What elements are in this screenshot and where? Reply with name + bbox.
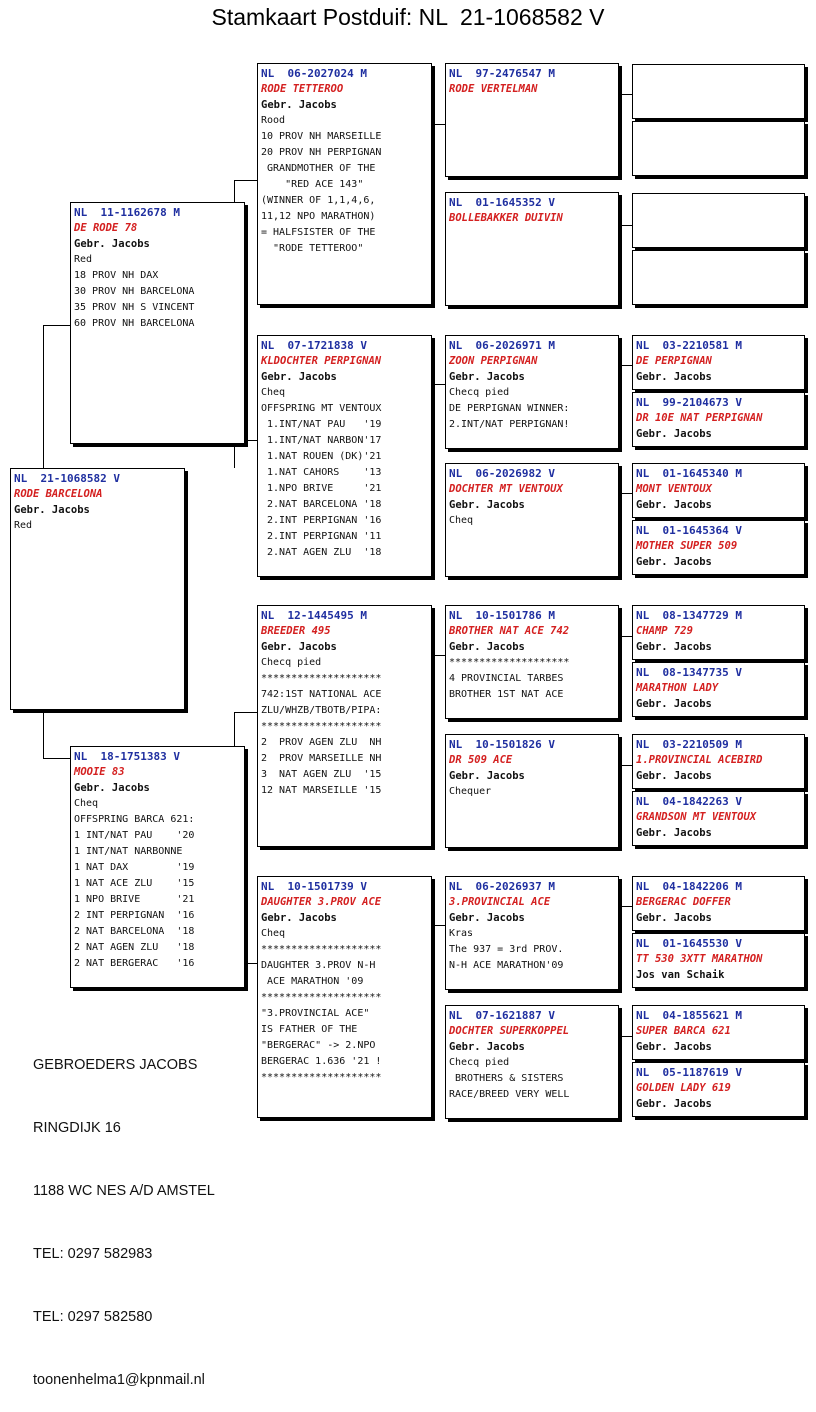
pigeon-name: MARATHON LADY [636, 682, 719, 694]
pigeon-name: DR 10E NAT PERPIGNAN [636, 412, 763, 424]
ring-number: NL 06-2026982 V [449, 467, 555, 480]
contact-name: GEBROEDERS JACOBS [33, 1057, 198, 1073]
connector [619, 906, 632, 907]
detail-line: BROTHERS & SISTERS [449, 1073, 564, 1084]
breeder: Gebr. Jacobs [636, 770, 712, 782]
detail-line: 4 PROVINCIAL TARBES [449, 673, 564, 684]
detail-line: 11,12 NPO MARATHON) [261, 211, 376, 222]
breeder: Gebr. Jacobs [449, 641, 525, 653]
pigeon-card-g2[interactable] [632, 121, 805, 176]
detail-line: "RODE TETTEROO" [261, 243, 364, 254]
pigeon-card-sss[interactable] [445, 63, 619, 177]
detail-line: IS FATHER OF THE [261, 1024, 358, 1035]
breeder: Jos van Schaik [636, 969, 725, 981]
connector [234, 440, 235, 468]
detail-line: "BERGERAC" -> 2.NPO [261, 1040, 376, 1051]
contact-email[interactable]: toonenhelma1@kpnmail.nl [33, 1372, 205, 1388]
detail-line: 1.INT/NAT PAU '19 [261, 419, 382, 430]
pigeon-name: MOTHER SUPER 509 [636, 540, 738, 552]
detail-line: (WINNER OF 1,1,4,6, [261, 195, 376, 206]
pigeon-name: MONT VENTOUX [636, 483, 712, 495]
ring-number: NL 01-1645340 M [636, 467, 742, 480]
detail-line: The 937 = 3rd PROV. [449, 944, 564, 955]
connector [619, 1036, 632, 1037]
detail-line: Cheq [261, 928, 286, 939]
ring-number: NL 01-1645530 V [636, 937, 742, 950]
detail-line: N-H ACE MARATHON'09 [449, 960, 564, 971]
detail-line: RACE/BREED VERY WELL [449, 1089, 570, 1100]
detail-line: 2.INT PERPIGNAN '16 [261, 515, 382, 526]
ring-number: NL 10-1501826 V [449, 738, 555, 751]
breeder: Gebr. Jacobs [636, 698, 712, 710]
pigeon-card-g13[interactable] [632, 876, 805, 931]
pigeon-name: 3.PROVINCIAL ACE [449, 896, 551, 908]
detail-line: BROTHER 1ST NAT ACE [449, 689, 564, 700]
ring-number: NL 03-2210581 M [636, 339, 742, 352]
breeder: Gebr. Jacobs [449, 499, 525, 511]
pigeon-name: 1.PROVINCIAL ACEBIRD [636, 754, 763, 766]
detail-line: DAUGHTER 3.PROV N-H [261, 960, 376, 971]
connector [234, 712, 235, 747]
connector [619, 765, 620, 792]
connector [619, 1036, 620, 1062]
detail-line: "3.PROVINCIAL ACE" [261, 1008, 370, 1019]
connector [619, 493, 632, 494]
contact-phone-1: TEL: 0297 582983 [33, 1246, 153, 1262]
contact-city: 1188 WC NES A/D AMSTEL [33, 1183, 215, 1199]
detail-line: 2.NAT BARCELONA '18 [261, 499, 382, 510]
detail-line: Rood [261, 115, 286, 126]
ring-number: NL 97-2476547 M [449, 67, 555, 80]
breeder: Gebr. Jacobs [74, 782, 150, 794]
breeder-contact [33, 1013, 215, 1412]
detail-line: Cheq [261, 387, 286, 398]
detail-line: Checq pied [449, 387, 510, 398]
breeder: Gebr. Jacobs [14, 504, 90, 516]
pigeon-card-g7[interactable] [632, 463, 805, 518]
pigeon-name: DE RODE 78 [74, 222, 138, 234]
detail-line: = HALFSISTER OF THE [261, 227, 376, 238]
detail-line: Checq pied [449, 1057, 510, 1068]
pigeon-name: GOLDEN LADY 619 [636, 1082, 731, 1094]
detail-line: 1 NAT DAX '19 [74, 862, 195, 873]
connector [43, 710, 44, 758]
detail-line: 2 NAT BERGERAC '16 [74, 958, 195, 969]
breeder: Gebr. Jacobs [636, 556, 712, 568]
detail-line: ******************** [449, 657, 570, 668]
connector [619, 636, 632, 637]
ring-number: NL 10-1501739 V [261, 880, 367, 893]
breeder: Gebr. Jacobs [449, 912, 525, 924]
detail-line: ACE MARATHON '09 [261, 976, 364, 987]
detail-line: 2.INT/NAT PERPIGNAN! [449, 419, 570, 430]
pigeon-card-g9[interactable] [632, 605, 805, 660]
breeder: Gebr. Jacobs [636, 1041, 712, 1053]
detail-line: ******************** [261, 673, 382, 684]
ring-number: NL 18-1751383 V [74, 750, 180, 763]
connector [234, 712, 258, 713]
breeder: Gebr. Jacobs [261, 641, 337, 653]
pigeon-name: DR 509 ACE [449, 754, 513, 766]
pigeon-card-g4[interactable] [632, 250, 805, 305]
ring-number: NL 08-1347735 V [636, 666, 742, 679]
detail-line: 2 INT PERPIGNAN '16 [74, 910, 195, 921]
ring-number: NL 21-1068582 V [14, 472, 120, 485]
ring-number: NL 03-2210509 M [636, 738, 742, 751]
detail-line: ******************** [261, 1072, 382, 1083]
pigeon-card-g16[interactable] [632, 1062, 805, 1117]
pigeon-card-ssd[interactable] [445, 192, 619, 306]
connector [432, 925, 433, 1003]
detail-line: Cheq [74, 798, 99, 809]
pigeon-card-dds[interactable] [445, 876, 619, 990]
detail-line: 2 PROV MARSEILLE NH [261, 753, 382, 764]
detail-line: ******************** [261, 944, 382, 955]
connector [432, 384, 445, 385]
pigeon-card-sds[interactable] [445, 335, 619, 449]
connector [619, 365, 632, 366]
pigeon-card-sire[interactable] [70, 202, 245, 444]
connector [432, 655, 445, 656]
detail-line: 2.INT PERPIGNAN '11 [261, 531, 382, 542]
detail-line: Chequer [449, 786, 492, 797]
pigeon-name: BROTHER NAT ACE 742 [449, 625, 570, 637]
ring-number: NL 06-2027024 M [261, 67, 367, 80]
detail-line: ******************** [261, 992, 382, 1003]
pigeon-name: TT 530 3XTT MARATHON [636, 953, 763, 965]
detail-line: 1 INT/NAT PAU '20 [74, 830, 195, 841]
breeder: Gebr. Jacobs [449, 770, 525, 782]
detail-line: Kras [449, 928, 474, 939]
connector [619, 94, 620, 120]
detail-line: 60 PROV NH BARCELONA [74, 318, 195, 329]
breeder: Gebr. Jacobs [636, 827, 712, 839]
detail-line: 35 PROV NH S VINCENT [74, 302, 195, 313]
detail-line: DE PERPIGNAN WINNER: [449, 403, 570, 414]
connector [432, 384, 433, 462]
detail-line: 30 PROV NH BARCELONA [74, 286, 195, 297]
pigeon-name: RODE BARCELONA [14, 488, 103, 500]
pigeon-card-ddd[interactable] [445, 1005, 619, 1119]
detail-line: 1 NPO BRIVE '21 [74, 894, 195, 905]
ring-number: NL 01-1645352 V [449, 196, 555, 209]
detail-line: 1.NAT ROUEN (DK)'21 [261, 451, 382, 462]
breeder: Gebr. Jacobs [74, 238, 150, 250]
pigeon-card-g3[interactable] [632, 193, 805, 248]
detail-line: 3 NAT AGEN ZLU '15 [261, 769, 382, 780]
ring-number: NL 08-1347729 M [636, 609, 742, 622]
detail-line: Checq pied [261, 657, 322, 668]
pigeon-card-dss[interactable] [445, 605, 619, 719]
page-title: Stamkaart Postduif: NL 21-1068582 V [211, 4, 605, 30]
detail-line: 1.NAT CAHORS '13 [261, 467, 382, 478]
detail-line: OFFSPRING MT VENTOUX [261, 403, 382, 414]
breeder: Gebr. Jacobs [449, 371, 525, 383]
pigeon-name: KLDOCHTER PERPIGNAN [261, 355, 382, 367]
pigeon-card-dam-dam[interactable] [257, 876, 432, 1118]
connector [43, 758, 71, 759]
pigeon-card-g11[interactable] [632, 734, 805, 789]
pigeon-name: MOOIE 83 [74, 766, 125, 778]
detail-line: 10 PROV NH MARSEILLE [261, 131, 382, 142]
connector [43, 325, 44, 470]
pigeon-name: DOCHTER SUPERKOPPEL [449, 1025, 570, 1037]
detail-line: 18 PROV NH DAX [74, 270, 159, 281]
ring-number: NL 04-1855621 M [636, 1009, 742, 1022]
detail-line: Red [74, 254, 93, 265]
pigeon-card-g10[interactable] [632, 662, 805, 717]
detail-line: GRANDMOTHER OF THE [261, 163, 376, 174]
breeder: Gebr. Jacobs [636, 1098, 712, 1110]
detail-line: ZLU/WHZB/TBOTB/PIPA: [261, 705, 382, 716]
detail-line: ******************** [261, 721, 382, 732]
connector [432, 655, 433, 733]
detail-line: 2.NAT AGEN ZLU '18 [261, 547, 382, 558]
pigeon-name: CHAMP 729 [636, 625, 693, 637]
connector [234, 180, 258, 181]
breeder: Gebr. Jacobs [261, 371, 337, 383]
ring-number: NL 01-1645364 V [636, 524, 742, 537]
pigeon-name: ZOON PERPIGNAN [449, 355, 538, 367]
ring-number: NL 07-1721838 V [261, 339, 367, 352]
pigeon-card-g15[interactable] [632, 1005, 805, 1060]
pigeon-card-g12[interactable] [632, 791, 805, 846]
detail-line: 1.INT/NAT NARBON'17 [261, 435, 382, 446]
ring-number: NL 04-1842263 V [636, 795, 742, 808]
connector [619, 636, 620, 662]
breeder: Gebr. Jacobs [636, 371, 712, 383]
detail-line: 1 INT/NAT NARBONNE [74, 846, 183, 857]
detail-line: 12 NAT MARSEILLE '15 [261, 785, 382, 796]
detail-line: 2 NAT BARCELONA '18 [74, 926, 195, 937]
pigeon-name: RODE TETTEROO [261, 83, 344, 95]
detail-line: 742:1ST NATIONAL ACE [261, 689, 382, 700]
pigeon-card-g14[interactable] [632, 933, 805, 988]
ring-number: NL 05-1187619 V [636, 1066, 742, 1079]
pigeon-name: DE PERPIGNAN [636, 355, 712, 367]
detail-line: Cheq [449, 515, 474, 526]
detail-line: Red [14, 520, 33, 531]
breeder: Gebr. Jacobs [449, 1041, 525, 1053]
pigeon-card-sire-dam[interactable] [257, 335, 432, 577]
detail-line: 1 NAT ACE ZLU '15 [74, 878, 195, 889]
pigeon-name: SUPER BARCA 621 [636, 1025, 731, 1037]
connector [619, 906, 620, 933]
detail-line: 20 PROV NH PERPIGNAN [261, 147, 382, 158]
detail-line: OFFSPRING BARCA 621: [74, 814, 195, 825]
connector [432, 925, 445, 926]
detail-line: 1.NPO BRIVE '21 [261, 483, 382, 494]
ring-number: NL 11-1162678 M [74, 206, 180, 219]
pigeon-card-subject[interactable] [10, 468, 185, 710]
pigeon-card-dam[interactable] [70, 746, 245, 988]
detail-line: 2 NAT AGEN ZLU '18 [74, 942, 195, 953]
ring-number: NL 10-1501786 M [449, 609, 555, 622]
detail-line: 2 PROV AGEN ZLU NH [261, 737, 382, 748]
pigeon-card-sire-sire[interactable] [257, 63, 432, 305]
breeder: Gebr. Jacobs [636, 499, 712, 511]
breeder: Gebr. Jacobs [636, 428, 712, 440]
ring-number: NL 06-2026971 M [449, 339, 555, 352]
connector [619, 365, 620, 392]
detail-line: "RED ACE 143" [261, 179, 364, 190]
connector [43, 325, 71, 326]
connector [619, 94, 632, 95]
pigeon-card-g8[interactable] [632, 520, 805, 575]
contact-street: RINGDIJK 16 [33, 1120, 121, 1136]
pigeon-name: BREEDER 495 [261, 625, 331, 637]
connector [619, 493, 620, 521]
pigeon-name: GRANDSON MT VENTOUX [636, 811, 757, 823]
connector [619, 765, 632, 766]
ring-number: NL 04-1842206 M [636, 880, 742, 893]
breeder: Gebr. Jacobs [261, 99, 337, 111]
pigeon-card-dsd[interactable] [445, 734, 619, 848]
detail-line: BERGERAC 1.636 '21 ! [261, 1056, 382, 1067]
connector [432, 124, 445, 125]
breeder: Gebr. Jacobs [636, 912, 712, 924]
pigeon-name: BERGERAC DOFFER [636, 896, 731, 908]
pigeon-name: DAUGHTER 3.PROV ACE [261, 896, 382, 908]
pigeon-card-g1[interactable] [632, 64, 805, 119]
contact-phone-2: TEL: 0297 582580 [33, 1309, 153, 1325]
pigeon-card-sdd[interactable] [445, 463, 619, 577]
ring-number: NL 07-1621887 V [449, 1009, 555, 1022]
pigeon-card-g5[interactable] [632, 335, 805, 390]
connector [432, 124, 433, 194]
connector [619, 225, 620, 248]
pigeon-name: RODE VERTELMAN [449, 83, 538, 95]
breeder: Gebr. Jacobs [636, 641, 712, 653]
ring-number: NL 99-2104673 V [636, 396, 742, 409]
ring-number: NL 06-2026937 M [449, 880, 555, 893]
connector [619, 225, 632, 226]
pigeon-name: BOLLEBAKKER DUIVIN [449, 212, 563, 224]
pigeon-name: DOCHTER MT VENTOUX [449, 483, 563, 495]
ring-number: NL 12-1445495 M [261, 609, 367, 622]
pigeon-card-g6[interactable] [632, 392, 805, 447]
breeder: Gebr. Jacobs [261, 912, 337, 924]
pigeon-card-dam-sire[interactable] [257, 605, 432, 847]
